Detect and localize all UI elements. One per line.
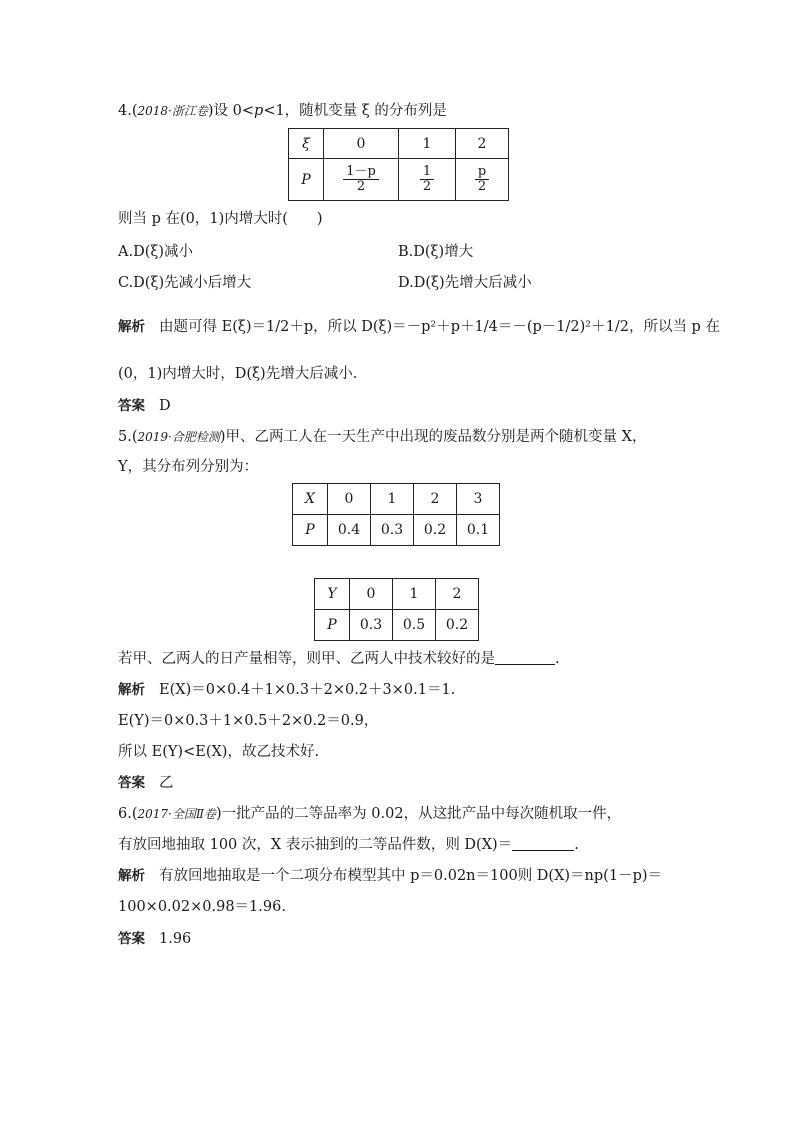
q6-stem-line-2-text: 有放回地抽取 100 次，X 表示抽到的二等品件数，则 D(X)＝ [118,837,513,853]
q4-analysis [118,317,720,337]
q4-source: 2018·浙江卷 [137,104,208,118]
q4-stem-text-2: <1，随机变量 ξ 的分布列是 [263,103,447,119]
q4-table-cell: 2 [456,129,509,159]
q5-table-cell: 3 [457,484,500,515]
q5-analysis [118,680,455,700]
q5-table-p-label: P [327,617,337,633]
q5-analysis-line-2: E(Y)＝0×0.3＋1×0.5＋2×0.2＝0.9， [118,713,379,729]
q5-table-cell: 2 [414,484,457,515]
q4-analysis-line-2: (0，1)内增大时，D(ξ)先增大后减小. [118,366,358,382]
q6-analysis-line-1: 有放回地抽取是一个二项分布模型其中 p＝0.02n＝100则 D(X)＝np(1－p)＝ [159,868,663,884]
q5-stem [118,427,646,447]
q6-number: 6.( [118,806,138,822]
q6-source: 2017·全国Ⅱ卷 [137,807,217,821]
q5-table-cell: 2 [436,579,479,610]
q5-analysis-line-3: 所以 E(Y)<E(X)，故乙技术好. [118,744,320,760]
q5-table-cell: 0.1 [457,515,500,546]
answer-label: 答案 [118,931,145,947]
analysis-label: 解析 [118,868,145,884]
q5-table-cell: 0.4 [328,515,371,546]
q6-answer [118,929,191,949]
q5-table-cell: 0 [350,579,393,610]
q5-number: 5.( [118,429,138,445]
q4-answer [118,396,171,416]
q4-option-c: C.D(ξ)先减小后增大 [118,275,252,291]
answer-label: 答案 [118,775,145,791]
analysis-label: 解析 [118,319,145,335]
q6-answer-blank [512,836,574,851]
analysis-label: 解析 [118,682,145,698]
q5-answer-blank [495,650,555,665]
q4-table-cell: $\frac{p}{2}$ [456,159,509,201]
q5-question-text: 若甲、乙两人的日产量相等，则甲、乙两人中技术较好的是 [118,651,495,667]
q4-answer-value: D [159,398,171,414]
q6-answer-value: 1.96 [159,931,192,947]
q5-question: 若甲、乙两人的日产量相等，则甲、乙两人中技术较好的是 . [118,651,560,667]
q5-table-cell: 1 [393,579,436,610]
q4-table-cell: $\frac{1}{2}$ [399,159,456,201]
q6-analysis-line-2: 100×0.02×0.98＝1.96. [118,899,286,915]
q4-table-xi-label: ξ [302,135,310,152]
q4-question: 则当 p 在(0，1)内增大时( ) [118,211,323,227]
q5-stem-line-2: Y，其分布列分别为： [118,459,259,475]
q4-table-cell: 0 [324,129,399,159]
q4-number: 4.( [118,103,138,119]
q4-table-p-label: P [301,171,311,188]
q5-table-cell: 1 [371,484,414,515]
q4-analysis-line-1: 由题可得 E(ξ)＝1/2＋p，所以 D(ξ)＝－p²＋p＋1/4＝－(p－1/2)²＋1/2，所以当 p 在 [159,319,720,335]
q5-answer-value: 乙 [159,775,174,791]
q5-table-cell: 0 [328,484,371,515]
q5-table-cell: 0.2 [436,610,479,641]
q5-table-y [314,578,479,641]
q4-table-cell: $\frac{1-p}{2}$ [324,159,399,201]
q4-stem [118,101,447,121]
q5-answer [118,773,174,793]
q5-source: 2019·合肥检测 [137,430,220,444]
q5-table-cell: 0.3 [350,610,393,641]
q6-stem-text: )一批产品的二等品率为 0.02，从这批产品中每次随机取一件， [216,806,622,822]
q5-stem-text: )甲、乙两工人在一天生产中出现的废品数分别是两个随机变量 X， [219,429,647,445]
q4-option-b: B.D(ξ)增大 [398,244,474,260]
q4-option-a: A.D(ξ)减小 [118,244,194,260]
q5-table-x-label: X [305,491,315,507]
q4-table-cell: 1 [399,129,456,159]
q5-analysis-line-1: E(X)＝0×0.4＋1×0.3＋2×0.2＋3×0.1＝1. [159,682,456,698]
q5-table-x [292,483,500,546]
q5-table-cell: 0.2 [414,515,457,546]
q5-table-cell: 0.3 [371,515,414,546]
q4-stem-text: )设 0< [207,103,255,119]
q4-option-d: D.D(ξ)先增大后减小 [398,275,532,291]
q4-distribution-table [288,128,509,201]
q4-var-p: p [254,103,264,119]
answer-label: 答案 [118,398,145,414]
q5-table-cell: 0.5 [393,610,436,641]
q6-stem [118,804,621,824]
q6-stem-line-2: 有放回地抽取 100 次，X 表示抽到的二等品件数，则 D(X)＝ . [118,837,579,853]
q5-table-p-label: P [305,522,315,538]
q5-table-y-label: Y [327,586,337,602]
q6-analysis [118,866,662,886]
